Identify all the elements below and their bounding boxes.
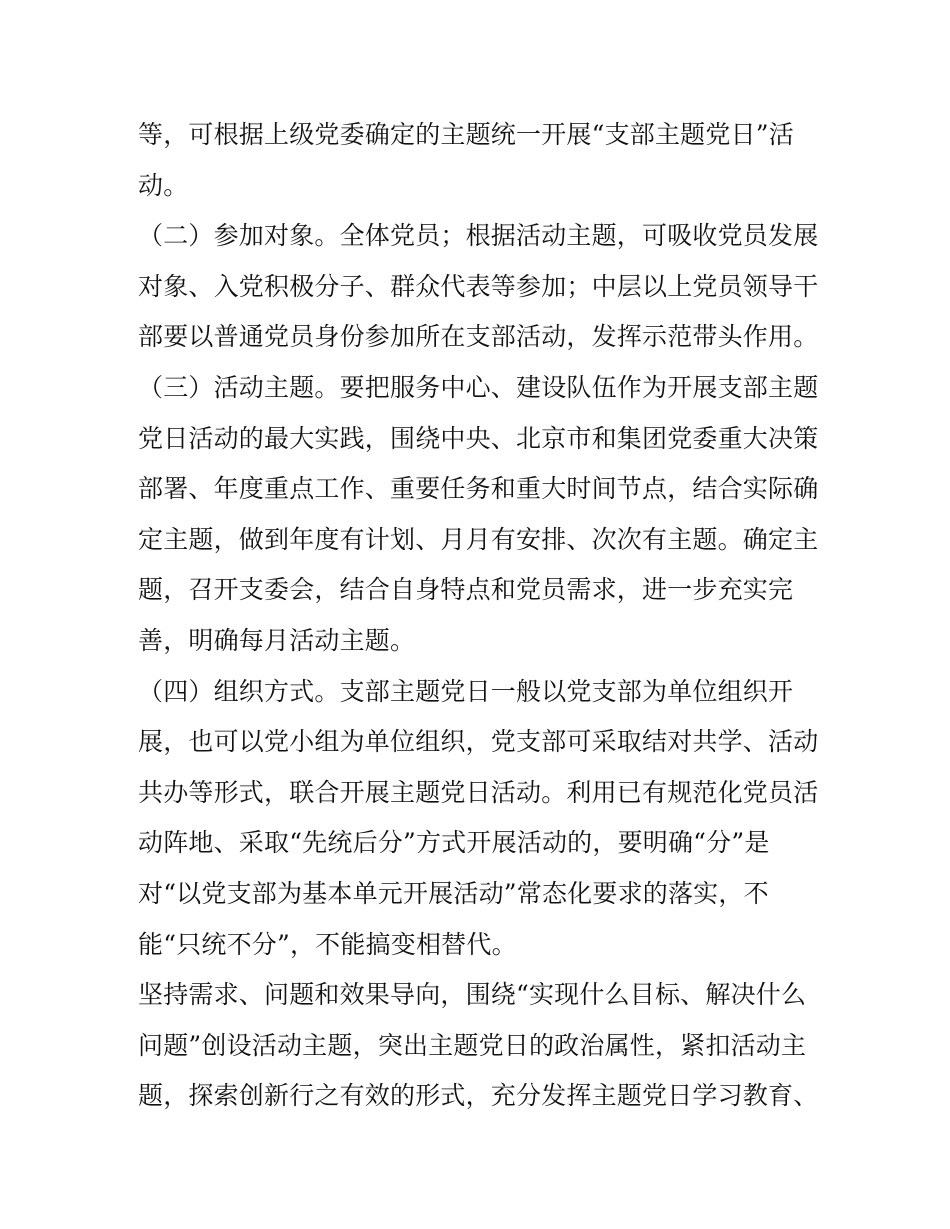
text-line: 对“以党支部为基本单元开展活动”常态化要求的落实，不 (138, 878, 769, 908)
text-line: 对象、入党积极分子、群众代表等参加；中层以上党员领导干 (138, 271, 819, 301)
text-line: 坚持需求、问题和效果导向，围绕“实现什么目标、解决什么 (138, 980, 807, 1010)
text-line: 党日活动的最大实践，围绕中央、北京市和集团党委重大决策 (138, 423, 819, 453)
text-line: 题，召开支委会，结合自身特点和党员需求，进一步充实完 (138, 575, 794, 605)
text-line: 题，探索创新行之有效的形式，充分发挥主题党日学习教育、 (138, 1081, 819, 1111)
text-line: 展，也可以党小组为单位组织，党支部可采取结对共学、活动 (138, 727, 819, 757)
text-line: 动阵地、采取“先统后分”方式开展活动的，要明确“分”是 (138, 828, 770, 858)
text-line: 共办等形式，联合开展主题党日活动。利用已有规范化党员活 (138, 777, 819, 807)
text-line: 动。 (138, 170, 189, 200)
text-line: 善，明确每月活动主题。 (138, 625, 416, 655)
text-line: （四）组织方式。支部主题党日一般以党支部为单位组织开 (138, 676, 794, 706)
text-line: （三）活动主题。要把服务中心、建设队伍作为开展支部主题 (138, 372, 819, 402)
text-line: 部要以普通党员身份参加所在支部活动，发挥示范带头作用。 (138, 322, 819, 352)
text-line: 问题”创设活动主题，突出主题党日的政治属性，紧扣活动主 (138, 1030, 807, 1060)
text-line: 部署、年度重点工作、重要任务和重大时间节点，结合实际确 (138, 474, 819, 504)
text-line: 定主题，做到年度有计划、月月有安排、次次有主题。确定主 (138, 524, 819, 554)
text-line: 等，可根据上级党委确定的主题统一开展“支部主题党日”活 (138, 120, 794, 149)
text-line: （二）参加对象。全体党员；根据活动主题，可吸收党员发展 (138, 221, 819, 251)
text-line: 能“只统不分”，不能搞变相替代。 (138, 929, 517, 959)
body-text (138, 110, 828, 1122)
